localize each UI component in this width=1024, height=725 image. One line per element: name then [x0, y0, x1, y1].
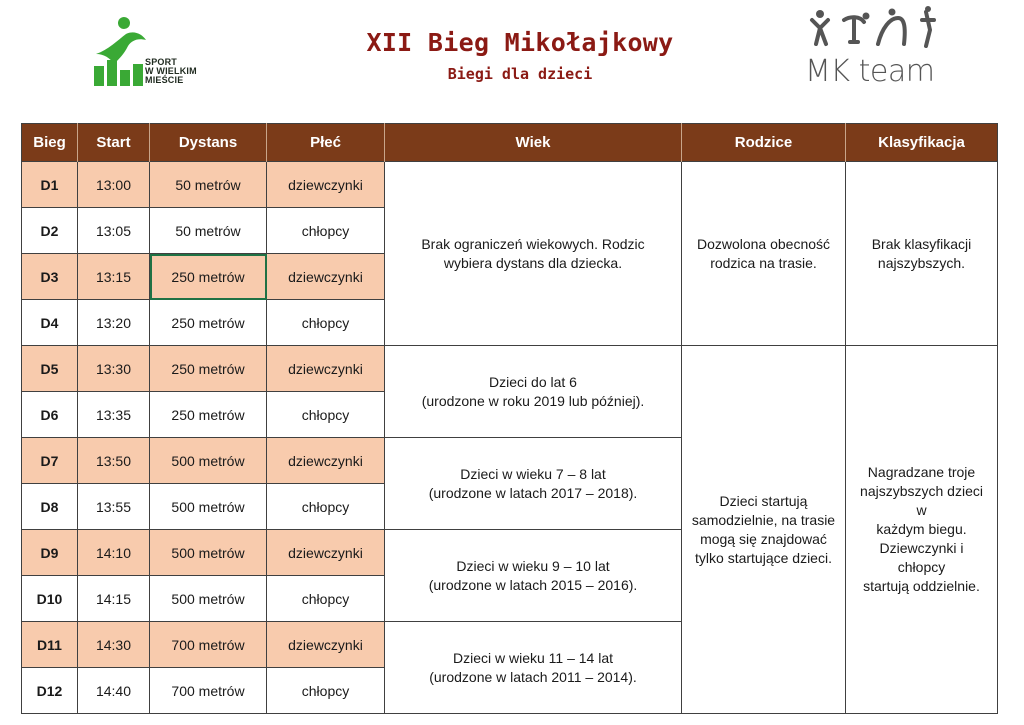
- wiek-line: Dzieci w wieku 11 – 14 lat: [452, 649, 614, 666]
- klasyfikacja-line: najszybszych dzieci w: [860, 483, 983, 518]
- cell-wiek[interactable]: [385, 622, 682, 714]
- cell-dystans[interactable]: 700 metrów: [150, 622, 267, 668]
- cell-bieg[interactable]: D4: [22, 300, 78, 346]
- logo-text-line2: W WIELKIM: [145, 66, 197, 76]
- klasyfikacja-line: Dziewczynki i chłopcy: [879, 540, 964, 575]
- cell-dystans-selected[interactable]: 250 metrów: [150, 254, 267, 300]
- cell-plec[interactable]: dziewczynki: [267, 346, 385, 392]
- column-header-rodzice: Rodzice: [682, 124, 846, 162]
- klasyfikacja-line: najszybszych.: [877, 254, 966, 271]
- wiek-line: (urodzone w latach 2015 – 2016).: [428, 576, 638, 593]
- page-header: [0, 0, 1024, 115]
- cell-plec[interactable]: dziewczynki: [267, 530, 385, 576]
- klasyfikacja-line: Nagradzane troje: [867, 464, 976, 480]
- cell-start[interactable]: 13:00: [78, 162, 150, 208]
- cell-klasyfikacja[interactable]: [846, 346, 998, 714]
- rodzice-line: samodzielnie, na trasie: [691, 511, 836, 528]
- column-header-dystans: Dystans: [150, 124, 267, 162]
- cell-plec[interactable]: dziewczynki: [267, 254, 385, 300]
- cell-bieg[interactable]: D11: [22, 622, 78, 668]
- cell-dystans[interactable]: 500 metrów: [150, 484, 267, 530]
- klasyfikacja-line: każdym biegu.: [876, 521, 967, 537]
- column-header-klasyfikacja: Klasyfikacja: [846, 124, 998, 162]
- cell-bieg[interactable]: D10: [22, 576, 78, 622]
- rodzice-line: Dzieci startują: [719, 492, 808, 509]
- cell-plec[interactable]: dziewczynki: [267, 162, 385, 208]
- cell-rodzice[interactable]: [682, 346, 846, 714]
- schedule-table: [21, 123, 998, 714]
- rodzice-line: Dozwolona obecność: [696, 235, 831, 252]
- cell-dystans[interactable]: 50 metrów: [150, 162, 267, 208]
- logo-text-line3: MIEŚCIE: [145, 75, 184, 85]
- rodzice-line: mogą się znajdować: [700, 530, 827, 547]
- cell-start[interactable]: 13:15: [78, 254, 150, 300]
- column-header-wiek: Wiek: [385, 124, 682, 162]
- dancers-logo-icon: [800, 6, 950, 56]
- wiek-line: Dzieci do lat 6: [489, 373, 577, 390]
- wiek-line: (urodzone w latach 2011 – 2014).: [429, 668, 637, 685]
- wiek-line: wybiera dystans dla dziecka.: [443, 254, 623, 271]
- cell-plec[interactable]: chłopcy: [267, 392, 385, 438]
- wiek-line: (urodzone w roku 2019 lub później).: [421, 392, 645, 409]
- logo-text-line1: SPORT: [145, 57, 178, 67]
- cell-bieg[interactable]: D5: [22, 346, 78, 392]
- cell-wiek[interactable]: [385, 530, 682, 622]
- cell-bieg[interactable]: D6: [22, 392, 78, 438]
- cell-start[interactable]: 14:30: [78, 622, 150, 668]
- cell-start[interactable]: 13:55: [78, 484, 150, 530]
- cell-plec[interactable]: chłopcy: [267, 300, 385, 346]
- cell-start[interactable]: 13:05: [78, 208, 150, 254]
- cell-dystans[interactable]: 700 metrów: [150, 668, 267, 714]
- cell-bieg[interactable]: D8: [22, 484, 78, 530]
- cell-wiek[interactable]: [385, 438, 682, 530]
- cell-dystans[interactable]: 250 metrów: [150, 392, 267, 438]
- cell-start[interactable]: 13:50: [78, 438, 150, 484]
- cell-bieg[interactable]: D7: [22, 438, 78, 484]
- cell-plec[interactable]: dziewczynki: [267, 438, 385, 484]
- klasyfikacja-line: Brak klasyfikacji: [871, 235, 972, 252]
- cell-dystans[interactable]: 250 metrów: [150, 346, 267, 392]
- rodzice-line: tylko startujące dzieci.: [695, 549, 832, 566]
- page-subtitle: Biegi dla dzieci: [447, 65, 593, 83]
- mk-team-logo: [800, 6, 950, 96]
- cell-dystans[interactable]: 500 metrów: [150, 576, 267, 622]
- page-title: XII Bieg Mikołajkowy: [366, 28, 674, 57]
- cell-bieg[interactable]: D3: [22, 254, 78, 300]
- cell-dystans[interactable]: 50 metrów: [150, 208, 267, 254]
- cell-start[interactable]: 14:15: [78, 576, 150, 622]
- cell-bieg[interactable]: D2: [22, 208, 78, 254]
- cell-start[interactable]: 13:30: [78, 346, 150, 392]
- rodzice-line: rodzica na trasie.: [710, 254, 817, 271]
- cell-start[interactable]: 13:35: [78, 392, 150, 438]
- table-row: [22, 346, 998, 392]
- wiek-line: Dzieci w wieku 9 – 10 lat: [456, 557, 610, 574]
- table-row: [22, 162, 998, 208]
- column-header-plec: Płeć: [267, 124, 385, 162]
- column-header-bieg: Bieg: [22, 124, 78, 162]
- sport-w-wielkim-miescie-logo: [90, 14, 260, 94]
- cell-rodzice[interactable]: [682, 162, 846, 346]
- cell-start[interactable]: 14:40: [78, 668, 150, 714]
- cell-bieg[interactable]: D12: [22, 668, 78, 714]
- cell-wiek[interactable]: [385, 346, 682, 438]
- cell-bieg[interactable]: D1: [22, 162, 78, 208]
- runner-logo-icon: [90, 14, 150, 88]
- wiek-line: (urodzone w latach 2017 – 2018).: [428, 484, 638, 501]
- cell-plec[interactable]: chłopcy: [267, 576, 385, 622]
- title-block: [310, 28, 730, 83]
- wiek-line: Brak ograniczeń wiekowych. Rodzic: [421, 235, 645, 252]
- cell-start[interactable]: 14:10: [78, 530, 150, 576]
- cell-klasyfikacja[interactable]: [846, 162, 998, 346]
- cell-dystans[interactable]: 500 metrów: [150, 438, 267, 484]
- klasyfikacja-line: startują oddzielnie.: [863, 578, 980, 594]
- cell-plec[interactable]: chłopcy: [267, 208, 385, 254]
- cell-start[interactable]: 13:20: [78, 300, 150, 346]
- cell-wiek[interactable]: [385, 162, 682, 346]
- cell-bieg[interactable]: D9: [22, 530, 78, 576]
- cell-plec[interactable]: chłopcy: [267, 484, 385, 530]
- table-header-row: [22, 124, 998, 162]
- cell-plec[interactable]: chłopcy: [267, 668, 385, 714]
- cell-dystans[interactable]: 500 metrów: [150, 530, 267, 576]
- mk-team-text: MK team: [805, 54, 935, 89]
- wiek-line: Dzieci w wieku 7 – 8 lat: [460, 465, 606, 482]
- column-header-start: Start: [78, 124, 150, 162]
- cell-plec[interactable]: dziewczynki: [267, 622, 385, 668]
- cell-dystans[interactable]: 250 metrów: [150, 300, 267, 346]
